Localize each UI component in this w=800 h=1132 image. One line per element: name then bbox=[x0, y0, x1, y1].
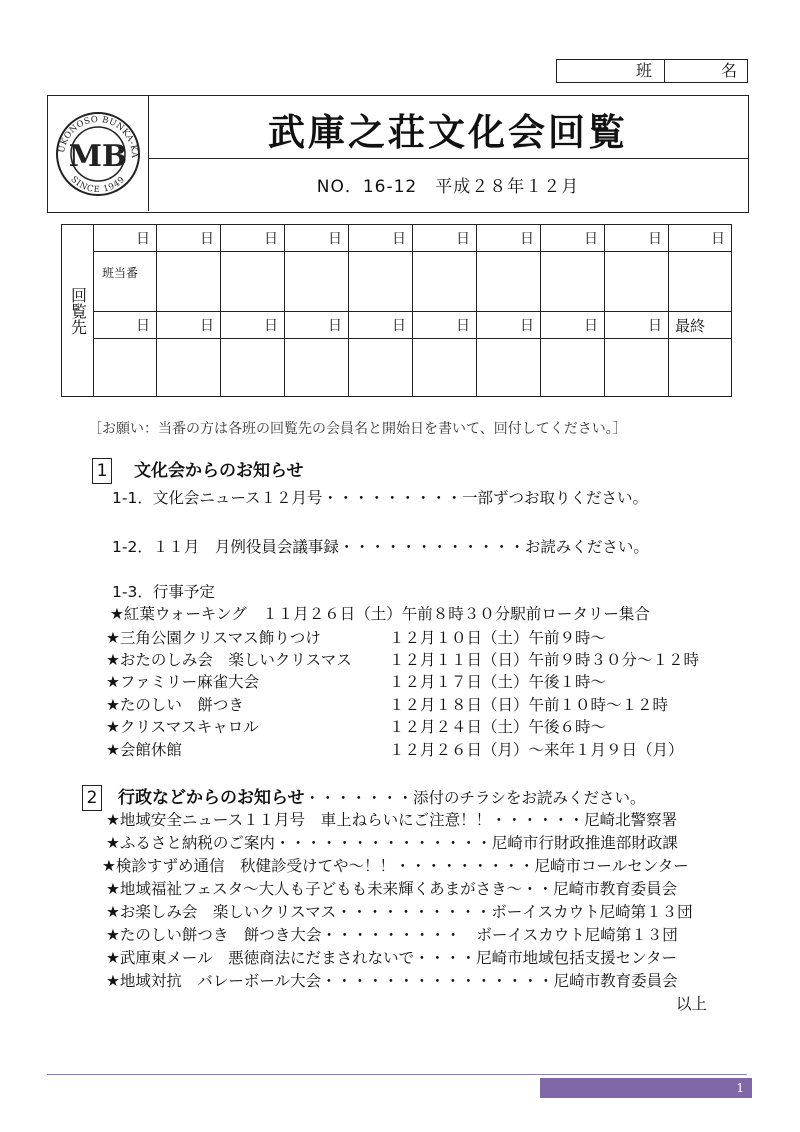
name-cell[interactable] bbox=[221, 252, 285, 312]
day-cell: 日 bbox=[669, 225, 732, 252]
schedule-time: １２月１８日（日）午前１０時～１２時 bbox=[389, 696, 669, 714]
title-divider bbox=[148, 158, 748, 159]
name-cell[interactable] bbox=[669, 252, 732, 312]
schedule-event: ★おたのしみ会 楽しいクリスマス bbox=[106, 651, 352, 669]
notice-item: ★お楽しみ会 楽しいクリスマス・・・・・・・・・・ボーイスカウト尼崎第１３団 bbox=[106, 903, 693, 921]
mb-logo bbox=[48, 96, 148, 211]
circulation-side-label: 回覧先 bbox=[62, 225, 94, 397]
page-number: 1 bbox=[540, 1078, 752, 1098]
section2-heading bbox=[82, 783, 646, 811]
day-cell: 日 bbox=[94, 312, 157, 339]
group-name-box bbox=[556, 59, 748, 83]
footer-rule bbox=[47, 1074, 747, 1075]
name-cell[interactable] bbox=[221, 339, 285, 397]
schedule-time: １２月１７日（土）午後１時～ bbox=[389, 673, 607, 691]
section2-heading-note: ・・・・・・・添付のチラシをお読みください。 bbox=[304, 789, 646, 807]
schedule-time: １２月１０日（土）午前９時～ bbox=[389, 629, 607, 647]
closing-text: 以上 bbox=[676, 995, 708, 1013]
notice-item: ★武庫東メール 悪徳商法にだまされないで・・・・尼崎市地域包括支援センター bbox=[106, 949, 677, 967]
schedule-time: １２月２６日（月）～来年１月９日（月） bbox=[389, 741, 684, 759]
logo-monogram: MB bbox=[68, 139, 128, 174]
schedule-event: ★クリスマスキャロル bbox=[106, 718, 259, 736]
name-cell[interactable] bbox=[157, 339, 221, 397]
day-cell: 日 bbox=[477, 225, 541, 252]
name-cell[interactable] bbox=[605, 339, 669, 397]
schedule-event: ★ファミリー麻雀大会 bbox=[106, 673, 260, 691]
name-cell[interactable] bbox=[477, 252, 541, 312]
day-cell: 日 bbox=[157, 225, 221, 252]
notice-item: ★検診すずめ通信 秋健診受けてや～！！・・・・・・・・・尼崎市コールセンター bbox=[102, 857, 689, 875]
name-cell[interactable] bbox=[413, 252, 477, 312]
section2-title: 行政などからのお知らせ bbox=[118, 788, 305, 808]
schedule-time: １２月１１日（日）午前９時３０分～１２時 bbox=[389, 651, 700, 669]
day-cell: 日 bbox=[94, 225, 157, 252]
schedule-event: ★会館休館 bbox=[106, 741, 182, 759]
day-cell: 日 bbox=[221, 225, 285, 252]
notice-item: ★地域対抗 バレーボール大会・・・・・・・・・・・・・・・尼崎市教育委員会 bbox=[106, 972, 678, 990]
schedule-event: ★紅葉ウォーキング １１月２６日（土）午前８時３０分駅前ロータリー集合 bbox=[110, 605, 650, 623]
name-cell[interactable] bbox=[541, 252, 605, 312]
section1-title: 文化会からのお知らせ bbox=[134, 461, 304, 481]
day-cell: 日 bbox=[349, 312, 413, 339]
schedule-event: ★たのしい 餅つき bbox=[106, 696, 244, 714]
logo-ring-bottom: SINCE 1949 bbox=[68, 174, 128, 196]
final-label: 最終 bbox=[669, 312, 732, 339]
day-cell: 日 bbox=[413, 312, 477, 339]
day-cell: 日 bbox=[477, 312, 541, 339]
newsletter-header bbox=[47, 95, 749, 213]
group-suffix: 名 bbox=[720, 61, 737, 80]
section1-item2: 1-2．１１月 月例役員会議事録・・・・・・・・・・・・お読みください。 bbox=[112, 538, 649, 556]
circulation-request: ［お願い：当番の方は各班の回覧先の会員名と開始日を書いて、回付してください。］ bbox=[88, 421, 627, 437]
day-cell: 日 bbox=[221, 312, 285, 339]
name-cell[interactable] bbox=[349, 252, 413, 312]
group-label: 班 bbox=[557, 60, 665, 82]
section1-number: 1 bbox=[92, 458, 112, 484]
section1-item1: 1-1．文化会ニュース１２月号・・・・・・・・・一部ずつお取りください。 bbox=[112, 489, 649, 507]
section1-heading bbox=[92, 456, 304, 484]
name-cell[interactable] bbox=[285, 252, 349, 312]
day-cell: 日 bbox=[285, 312, 349, 339]
section2-number: 2 bbox=[82, 785, 102, 811]
schedule-time: １２月２４日（土）午後６時～ bbox=[389, 718, 607, 736]
name-cell[interactable] bbox=[605, 252, 669, 312]
name-cell[interactable] bbox=[669, 339, 732, 397]
notice-item: ★たのしい餅つき 餅つき大会・・・・・・・・・ ボーイスカウト尼崎第１３団 bbox=[106, 926, 678, 944]
day-cell: 日 bbox=[157, 312, 221, 339]
circulation-table bbox=[61, 224, 732, 397]
name-cell[interactable] bbox=[541, 339, 605, 397]
issue-number: NO．16-12 平成２８年１２月 bbox=[316, 177, 580, 197]
section1-item3: 1-3．行事予定 bbox=[112, 583, 215, 601]
name-cell[interactable] bbox=[94, 339, 157, 397]
logo-ring-top: UKONOSO BUNKA-KA bbox=[57, 114, 140, 159]
notice-item: ★地域安全ニュース１１月号 車上ねらいにご注意！！・・・・・・尼崎北警察署 bbox=[106, 811, 678, 829]
day-cell: 日 bbox=[285, 225, 349, 252]
name-cell[interactable] bbox=[413, 339, 477, 397]
logo-cell bbox=[48, 96, 149, 211]
day-cell: 日 bbox=[349, 225, 413, 252]
svg-text:SINCE 1949 bbox=[69, 175, 128, 196]
duty-label: 班当番 bbox=[94, 252, 157, 312]
day-cell: 日 bbox=[605, 225, 669, 252]
day-cell: 日 bbox=[541, 225, 605, 252]
name-cell[interactable] bbox=[285, 339, 349, 397]
day-cell: 日 bbox=[413, 225, 477, 252]
name-cell[interactable] bbox=[477, 339, 541, 397]
name-cell[interactable] bbox=[157, 252, 221, 312]
day-cell: 日 bbox=[605, 312, 669, 339]
newsletter-title: 武庫之荘文化会回覧 bbox=[268, 111, 628, 154]
day-cell: 日 bbox=[541, 312, 605, 339]
notice-item: ★地域福祉フェスタ～大人も子どもも未来輝くあまがさき～・・尼崎市教育委員会 bbox=[106, 880, 678, 898]
schedule-event: ★三角公園クリスマス飾りつけ bbox=[106, 629, 321, 647]
notice-item: ★ふるさと納税のご案内・・・・・・・・・・・・・・尼崎市行財政推進部財政課 bbox=[106, 834, 678, 852]
name-cell[interactable] bbox=[349, 339, 413, 397]
